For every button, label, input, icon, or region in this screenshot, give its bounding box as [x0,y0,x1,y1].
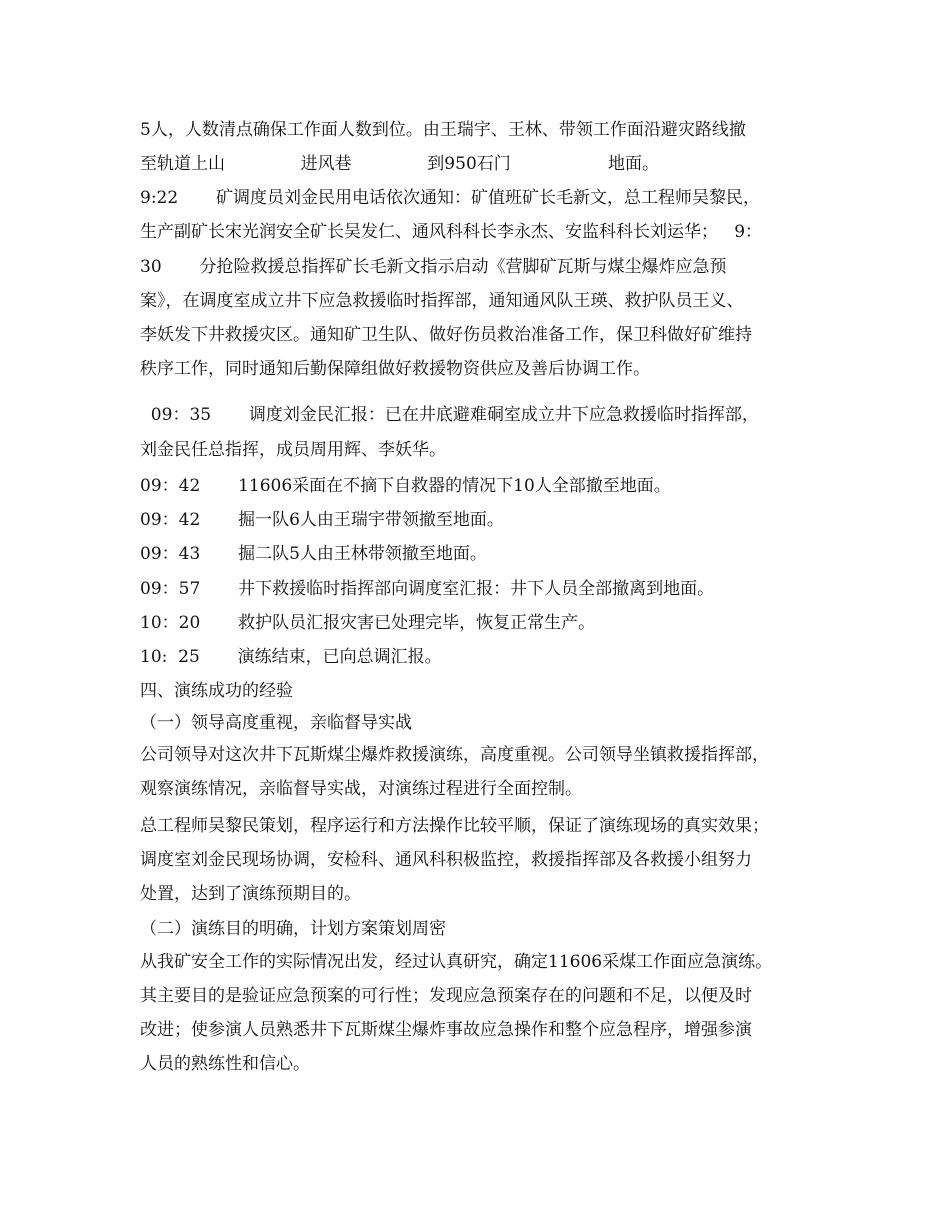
section-heading: 四、演练成功的经验 [140,681,293,701]
text-line: 总工程师吴黎民策划，程序运行和方法操作比较平顺，保证了演练现场的真实效果； [140,816,769,836]
text-line: 生产副矿长宋光润安全矿长吴发仁、通风科科长李永杰、安监科科长刘运华； 9： [140,222,763,242]
text-line: 09：57 井下救援临时指挥部向调度室汇报：井下人员全部撤离到地面。 [140,579,715,599]
text-line: 李妖发下井救援灾区。通知矿卫生队、做好伤员救治准备工作，保卫科做好矿维持 [140,325,752,345]
text-line: 09：43 掘二队5人由王林带领撤至地面。 [140,544,487,564]
text-line: 5人，人数清点确保工作面人数到位。由王瑞宇、王林、带领工作面沿避灾路线撤 [140,120,746,140]
text-line: 案》，在调度室成立井下应急救援临时指挥部，通知通风队王瑛、救护队员王义、 [140,291,744,311]
text-line: 10: 25 演练结束，已向总调汇报。 [140,647,442,667]
text-line: 10：20 救护队员汇报灾害已处理完毕，恢复正常生产。 [140,613,596,633]
text-line: 30 分抢险救援总指挥矿长毛新文指示启动《营脚矿瓦斯与煤尘爆炸应急预 [140,257,727,277]
text-line: 刘金民任总指挥，成员周用辉、李妖华。 [140,440,446,460]
text-line: 从我矿安全工作的实际情况出发，经过认真研究，确定11606采煤工作面应急演练。 [140,952,773,972]
text-line: 改进；使参演人员熟悉井下瓦斯煤尘爆炸事故应急操作和整个应急程序，增强参演 [140,1020,752,1040]
text-line: 09：35 调度刘金民汇报：已在井底避难硐室成立井下应急救援临时指挥部， [140,405,759,425]
text-line: 09：42 11606采面在不摘下自救器的情况下10人全部撤至地面。 [140,476,671,496]
text-line: 观察演练情况，亲临督导实战，对演练过程进行全面控制。 [140,779,582,799]
text-line: 9:22 矿调度员刘金民用电话依次通知：矿值班矿长毛新文，总工程师吴黎民， [140,188,761,208]
text-line: 秩序工作，同时通知后勤保障组做好救援物资供应及善后协调工作。 [140,359,650,379]
text-line: 处置，达到了演练预期目的。 [140,884,361,904]
text-line: 调度室刘金民现场协调，安检科、通风科积极监控，救援指挥部及各救援小组努力 [140,850,752,870]
subsection-heading: （一）领导高度重视，亲临督导实战 [140,713,412,733]
text-line: 公司领导对这次井下瓦斯煤尘爆炸救援演练，高度重视。公司领导坐镇救援指挥部， [140,745,769,765]
text-line: 至轨道上山 进风巷 到950石门 地面。 [140,154,660,174]
text-line: 其主要目的是验证应急预案的可行性；发现应急预案存在的问题和不足，以便及时 [140,986,752,1006]
subsection-heading: （二）演练目的明确，计划方案策划周密 [140,919,446,939]
text-line: 09：42 掘一队6人由王瑞宇带领撤至地面。 [140,510,504,530]
text-line: 人员的熟练性和信心。 [140,1054,310,1074]
